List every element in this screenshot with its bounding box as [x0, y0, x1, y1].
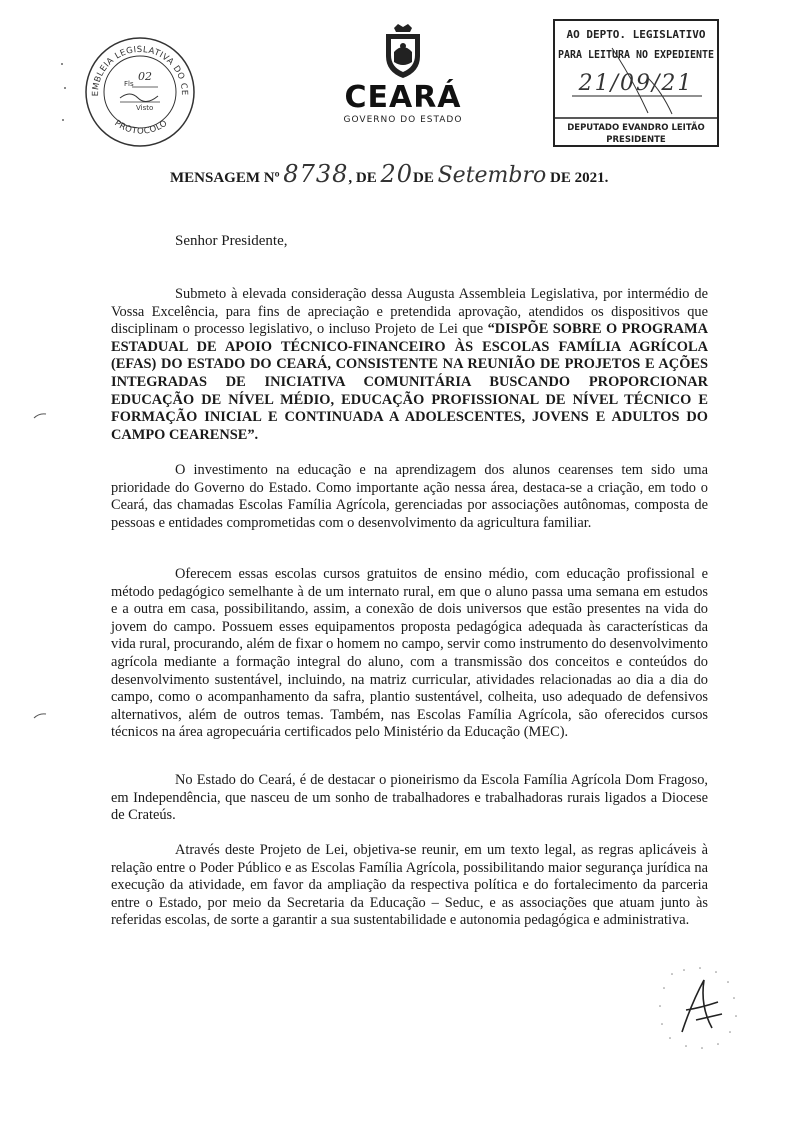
paragraph-5-text: Através deste Projeto de Lei, objetiva-se reunir, em um texto legal, as regras aplicáveis à relação entre o Poder Público e as Escolas Família Agrícola, possibilitando maior segurança jurídica na execução da atividade, em favor da ampliação da respectiva política e do fortalecimento da parceria entre o Estado, por meio da Secretaria da Educação – Seduc, e as associações que atuam junto às referidas escolas, de sorte a garantir a sua sustentabilidade e autonomia pedagógica e administrativa.: [111, 842, 708, 929]
message-year: DE 2021.: [550, 170, 609, 186]
government-logo: [328, 22, 478, 132]
stamp-line3: DEPUTADO EVANDRO LEITÃO: [567, 123, 705, 133]
message-de-1: , DE: [348, 170, 377, 186]
logo-name: CEARÁ: [344, 80, 462, 115]
margin-mark: [33, 412, 47, 420]
scan-dots: [58, 58, 70, 138]
paragraph-4: [111, 772, 708, 825]
state-coat-of-arms-icon: [380, 22, 426, 80]
paragraph-5: [111, 842, 708, 930]
expediente-stamp: [552, 18, 720, 148]
expediente-stamp-graphic: [552, 18, 720, 148]
message-prefix: MENSAGEM Nº: [170, 170, 280, 186]
svg-text:PROTOCOLO: [112, 118, 169, 136]
paragraph-2: [111, 462, 708, 532]
message-number: 8738: [283, 160, 349, 188]
paragraph-1: [111, 286, 708, 444]
stamp-line1: AO DEPTO. LEGISLATIVO: [566, 28, 706, 41]
paragraph-3: [111, 566, 708, 742]
seal-signature-scribble: [120, 94, 158, 102]
stamp-line4: PRESIDENTE: [606, 135, 666, 145]
seal-fls-value: 02: [138, 70, 152, 83]
message-de-2: DE: [413, 170, 434, 186]
paragraph-2-text: O investimento na educação e na aprendizagem dos alunos cearenses tem sido uma prioridade do Governo do Estado. Como importante ação nessa área, destaca-se a criação, em todo o Ceará, das chamadas Escolas Família Agrícola, gerenciadas por associações autônomas, composta de pessoas e entidades comprometidas com o desenvolvimento da agricultura familiar.: [111, 462, 708, 531]
margin-mark: [33, 712, 47, 720]
message-number-line: [170, 160, 650, 192]
salutation: Senhor Presidente,: [175, 233, 288, 249]
protocol-seal-graphic: [80, 32, 200, 152]
seal-fls-label: Fls: [124, 80, 134, 88]
seal-ring-bottom: PROTOCOLO: [112, 118, 170, 137]
message-day: 20: [380, 160, 414, 188]
message-month: Setembro: [437, 163, 547, 188]
seal-ring-top: EMBLEIA LEGISLATIVA DO CE: [90, 44, 190, 97]
paragraph-3-text: Oferecem essas escolas cursos gratuitos de ensino médio, com educação profissional e método pedagógico semelhante à de um internato rural, em que o aluno passa uma semana em estudos e a outra em casa, possibilitando, assim, a conexão de dois universos que estão presentes na vida do jovem do campo. Possuem esses equipamentos proposta pedagógica adequada às características da vida rural, procurando, além de fixar o homem no campo, servir como instrumento do desenvolvimento agrícola mediante a formação integral do aluno, com a transmissão dos conceitos e conteúdos do desenvolvimento sustentável, incluindo, na matriz curricular, atividades relacionadas ao dia a dia do campo, como o acompanhamento da safra, plantio sustentável, colheita, uso adequado de defensivos alternativos, além de outros temas. Também, nas Escolas Família Agrícola, são oferecidos cursos técnicos na área agropecuária certificados pelo Ministério da Educação (MEC).: [111, 566, 708, 741]
paragraph-1-intro: Submeto à elevada consideração dessa Augusta Assembleia Legislativa, por intermédio de Vossa Excelência, para fins de apreciação e pretendida aprovação, atendidos os dispositivos que disciplinam o processo legislativo, o incluso Projeto de Lei que: [111, 286, 708, 338]
stamp-line2: PARA LEITURA NO EXPEDIENTE: [558, 48, 714, 61]
stamp-date: 21/09/21: [578, 71, 694, 96]
protocol-seal-stamp: [80, 32, 200, 152]
logo-subtitle: GOVERNO DO ESTADO: [343, 115, 463, 125]
paragraph-1-bill-title: “DISPÕE SOBRE O PROGRAMA ESTADUAL DE APOIO TÉCNICO-FINANCEIRO ÀS ESCOLAS FAMÍLIA AGRÍCOLA (EFAS) DO ESTADO DO CEARÁ, CONSISTENTE NA REUNIÃO DE PROJETOS E AÇÕES INTEGRADAS DE INICIATIVA COMUNITÁRIA BUSCANDO PROPORCIONAR EDUCAÇÃO DE NÍVEL MÉDIO, EDUCAÇÃO PROFISSIONAL DE NÍVEL TÉCNICO E FORMAÇÃO INICIAL E CONTINUADA A ADOLESCENTES, JOVENS E ADULTOS DO CAMPO CEARENSE”.: [111, 321, 708, 443]
seal-visto-label: Visto: [136, 104, 154, 112]
paragraph-4-text: No Estado do Ceará, é de destacar o pioneirismo da Escola Família Agrícola Dom Fragoso, em Independência, que nasceu de um sonho de trabalhadores e trabalhadoras rurais ligados a Diocese de Crateús.: [111, 772, 708, 824]
rubric-signature: [652, 962, 742, 1052]
